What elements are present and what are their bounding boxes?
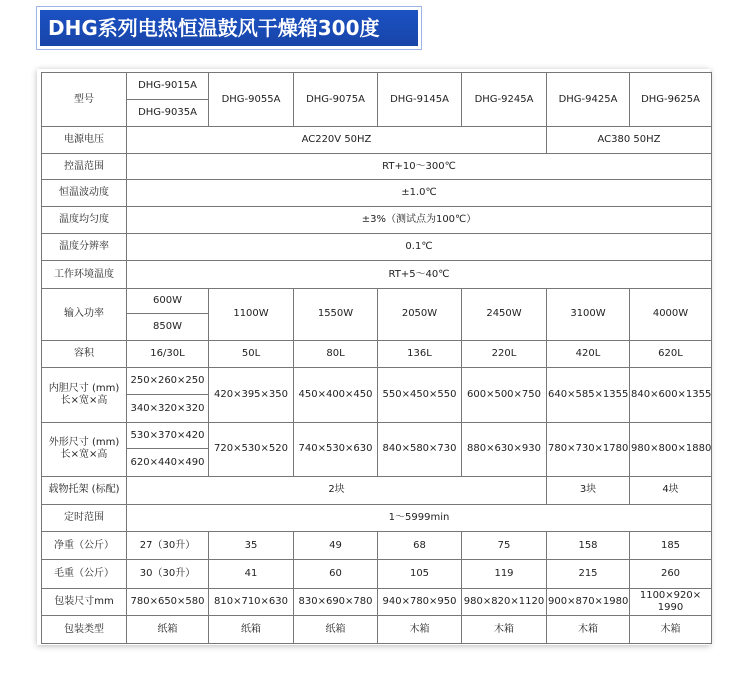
model-cell: DHG-9425A [547, 73, 630, 127]
package-size-cell: 1100×920× 1990 [630, 588, 712, 616]
outer-size-cell: 880×630×930 [462, 422, 547, 476]
package-type-cell: 纸箱 [294, 616, 378, 644]
inner-size-cell: 600×500×750 [462, 367, 547, 422]
gross-weight-cell: 30（30升） [127, 559, 209, 588]
row-inner-size [42, 367, 712, 395]
outer-size-cell: 620×440×490 [127, 449, 209, 477]
label-fluctuation: 恒温波动度 [42, 180, 127, 207]
value-resolution: 0.1℃ [127, 233, 712, 261]
label-net-weight: 净重（公斤） [42, 532, 127, 560]
model-cell: DHG-9075A [294, 73, 378, 127]
row-input-power [42, 288, 712, 314]
power-supply-380: AC380 50HZ [547, 127, 712, 154]
row-gross-weight [42, 559, 712, 588]
inner-size-cell: 340×320×320 [127, 395, 209, 423]
net-weight-cell: 68 [378, 532, 462, 560]
volume-cell: 80L [294, 341, 378, 368]
value-temp-range: RT+10～300℃ [127, 153, 712, 180]
package-type-cell: 木箱 [547, 616, 630, 644]
label-package-size: 包装尺寸mm [42, 588, 127, 616]
row-package-type [42, 616, 712, 644]
label-model: 型号 [42, 73, 127, 127]
row-model [42, 73, 712, 100]
volume-cell: 50L [209, 341, 294, 368]
package-type-cell: 纸箱 [209, 616, 294, 644]
row-package-size [42, 588, 712, 616]
value-timer: 1～5999min [127, 504, 712, 532]
inner-size-cell: 450×400×450 [294, 367, 378, 422]
package-size-cell: 780×650×580 [127, 588, 209, 616]
value-fluctuation: ±1.0℃ [127, 180, 712, 207]
model-cell: DHG-9625A [630, 73, 712, 127]
label-outer-size: 外形尺寸 (mm) 长×宽×高 [42, 422, 127, 476]
package-type-cell: 木箱 [630, 616, 712, 644]
model-cell: DHG-9015A [127, 73, 209, 100]
label-ambient: 工作环境温度 [42, 261, 127, 289]
row-ambient [42, 261, 712, 289]
label-timer: 定时范围 [42, 504, 127, 532]
label-volume: 容积 [42, 341, 127, 368]
model-cell: DHG-9035A [127, 99, 209, 127]
gross-weight-cell: 215 [547, 559, 630, 588]
power-cell: 3100W [547, 288, 630, 340]
row-outer-size [42, 422, 712, 449]
outer-size-cell: 720×530×520 [209, 422, 294, 476]
row-net-weight [42, 532, 712, 560]
outer-size-cell: 980×800×1880 [630, 422, 712, 476]
power-cell: 600W [127, 288, 209, 314]
volume-cell: 220L [462, 341, 547, 368]
net-weight-cell: 27（30升） [127, 532, 209, 560]
package-size-cell: 810×710×630 [209, 588, 294, 616]
label-gross-weight: 毛重（公斤） [42, 559, 127, 588]
volume-cell: 620L [630, 341, 712, 368]
model-cell: DHG-9145A [378, 73, 462, 127]
label-temp-range: 控温范围 [42, 153, 127, 180]
value-ambient: RT+5～40℃ [127, 261, 712, 289]
gross-weight-cell: 260 [630, 559, 712, 588]
package-type-cell: 木箱 [378, 616, 462, 644]
row-power-supply [42, 127, 712, 154]
inner-size-cell: 420×395×350 [209, 367, 294, 422]
value-uniformity: ±3%（测试点为100℃） [127, 207, 712, 234]
power-cell: 4000W [630, 288, 712, 340]
package-size-cell: 830×690×780 [294, 588, 378, 616]
label-resolution: 温度分辨率 [42, 233, 127, 261]
page-title: DHG系列电热恒温鼓风干燥箱300度 [40, 10, 418, 46]
shelves-value-b: 3块 [547, 477, 630, 505]
gross-weight-cell: 60 [294, 559, 378, 588]
power-cell: 2450W [462, 288, 547, 340]
label-uniformity: 温度均匀度 [42, 207, 127, 234]
power-cell: 1100W [209, 288, 294, 340]
net-weight-cell: 158 [547, 532, 630, 560]
net-weight-cell: 75 [462, 532, 547, 560]
outer-size-cell: 740×530×630 [294, 422, 378, 476]
row-shelves [42, 477, 712, 505]
power-cell: 1550W [294, 288, 378, 340]
row-fluctuation [42, 180, 712, 207]
title-banner [36, 6, 422, 50]
row-timer [42, 504, 712, 532]
net-weight-cell: 49 [294, 532, 378, 560]
shelves-value-a: 2块 [127, 477, 547, 505]
spec-table [41, 72, 712, 644]
gross-weight-cell: 41 [209, 559, 294, 588]
label-input-power: 输入功率 [42, 288, 127, 340]
row-resolution [42, 233, 712, 261]
power-cell: 2050W [378, 288, 462, 340]
model-cell: DHG-9055A [209, 73, 294, 127]
inner-size-cell: 840×600×1355 [630, 367, 712, 422]
outer-size-cell: 530×370×420 [127, 422, 209, 449]
model-cell: DHG-9245A [462, 73, 547, 127]
volume-cell: 16/30L [127, 341, 209, 368]
label-shelves: 载物托架 (标配) [42, 477, 127, 505]
row-volume [42, 341, 712, 368]
inner-size-cell: 640×585×1355 [547, 367, 630, 422]
net-weight-cell: 35 [209, 532, 294, 560]
power-supply-220: AC220V 50HZ [127, 127, 547, 154]
package-size-cell: 900×870×1980 [547, 588, 630, 616]
package-size-cell: 940×780×950 [378, 588, 462, 616]
volume-cell: 420L [547, 341, 630, 368]
volume-cell: 136L [378, 341, 462, 368]
power-cell: 850W [127, 314, 209, 341]
label-package-type: 包装类型 [42, 616, 127, 644]
inner-size-cell: 250×260×250 [127, 367, 209, 395]
inner-size-cell: 550×450×550 [378, 367, 462, 422]
label-power-supply: 电源电压 [42, 127, 127, 154]
outer-size-cell: 780×730×1780 [547, 422, 630, 476]
row-uniformity [42, 207, 712, 234]
gross-weight-cell: 119 [462, 559, 547, 588]
outer-size-cell: 840×580×730 [378, 422, 462, 476]
label-inner-size: 内胆尺寸 (mm) 长×宽×高 [42, 367, 127, 422]
package-size-cell: 980×820×1120 [462, 588, 547, 616]
row-temp-range [42, 153, 712, 180]
package-type-cell: 木箱 [462, 616, 547, 644]
net-weight-cell: 185 [630, 532, 712, 560]
shelves-value-c: 4块 [630, 477, 712, 505]
gross-weight-cell: 105 [378, 559, 462, 588]
package-type-cell: 纸箱 [127, 616, 209, 644]
